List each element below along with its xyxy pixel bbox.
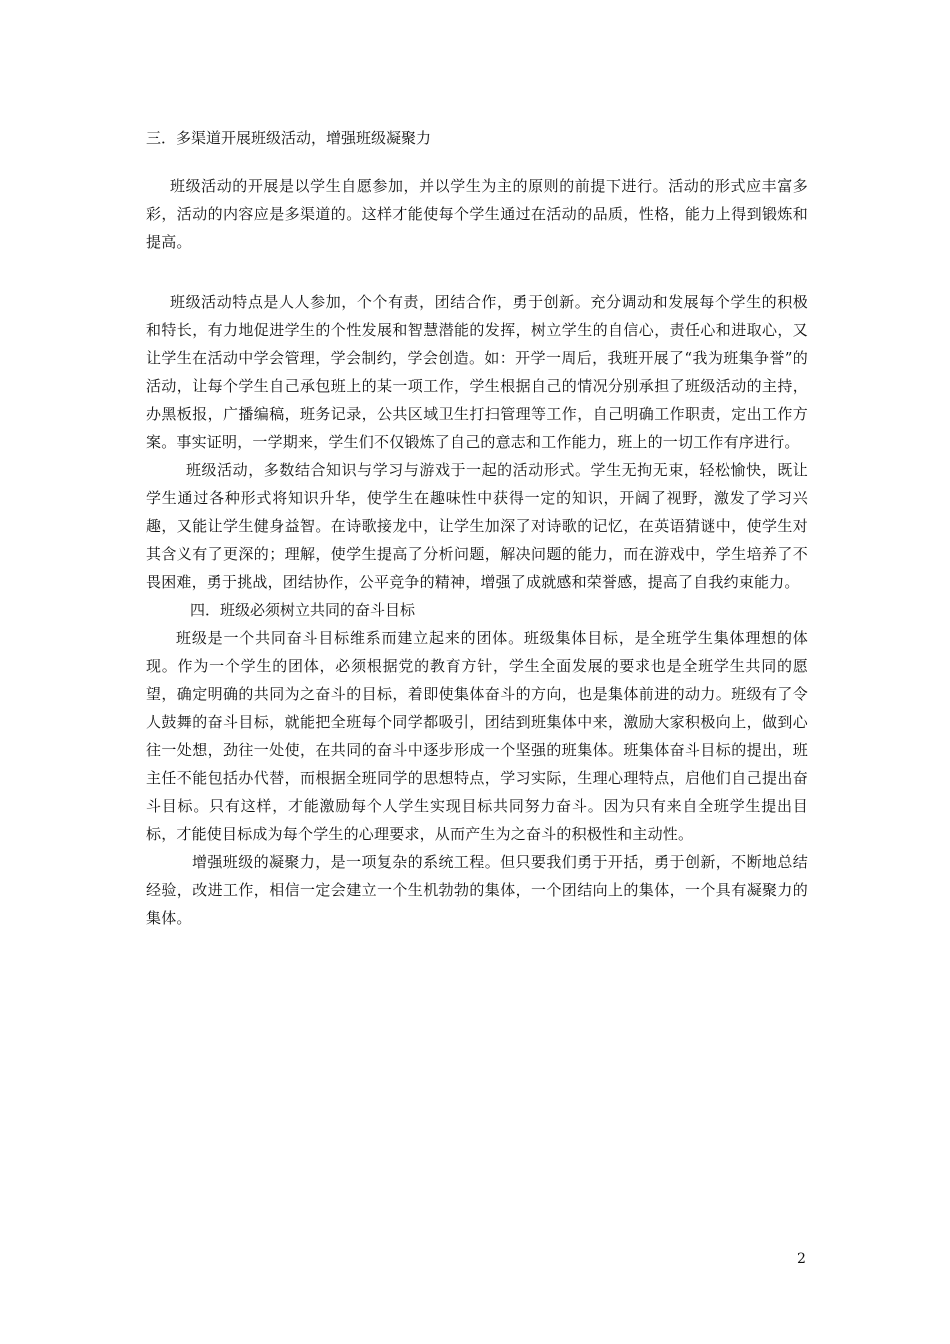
paragraph-1: 班级活动的开展是以学生自愿参加，并以学生为主的原则的前提下进行。活动的形式应丰富多彩，活动的内容应是多渠道的。这样才能使每个学生通过在活动的品质，性格，能力上得到锻炼和提高。 <box>146 177 808 251</box>
paragraph-2: 班级活动特点是人人参加，个个有责，团结合作，勇于创新。充分调动和发展每个学生的积极和特长，有力地促进学生的个性发展和智慧潜能的发挥，树立学生的自信心，责任心和进取心，又让学生在活动中学会管理，学会制约，学会创造。如：开学一周后，我班开展了“我为班集争誉”的活动，让每个学生自己承包班上的某一项工作，学生根据自己的情况分别承担了班级活动的主持，办黑板报，广播编稿，班务记录，公共区域卫生打扫管理等工作，自己明确工作职责，定出工作方案。事实证明，一学期来，学生们不仅锻炼了自己的意志和工作能力，班上的一切工作有序进行。 <box>146 293 808 451</box>
section-3-heading: 三．多渠道开展班级活动，增强班级凝聚力 <box>146 129 432 147</box>
paragraph-4: 班级是一个共同奋斗目标维系而建立起来的团体。班级集体目标，是全班学生集体理想的体现。作为一个学生的团体，必须根据党的教育方针，学生全面发展的要求也是全班学生共同的愿望，确定明确的共同为之奋斗的目标，着即使集体奋斗的方向，也是集体前进的动力。班级有了令人鼓舞的奋斗目标，就能把全班每个同学都吸引，团结到班集体中来，激励大家积极向上，做到心往一处想，劲往一处使，在共同的奋斗中逐步形成一个坚强的班集体。班集体奋斗目标的提出，班主任不能包括办代替，而根据全班同学的思想特点，学习实际，生理心理特点，启他们自己提出奋斗目标。只有这样，才能激励每个人学生实现目标共同努力奋斗。因为只有来自全班学生提出目标，才能使目标成为每个学生的心理要求，从而产生为之奋斗的积极性和主动性。 <box>146 629 808 843</box>
section-4-heading: 四．班级必须树立共同的奋斗目标 <box>190 601 416 619</box>
document-body <box>146 124 808 932</box>
page-number: 2 <box>797 1251 806 1267</box>
paragraph-3: 班级活动，多数结合知识与学习与游戏于一起的活动形式。学生无拘无束，轻松愉快，既让学生通过各种形式将知识升华，使学生在趣味性中获得一定的知识，开阔了视野，激发了学习兴趣，又能让学生健身益智。在诗歌接龙中，让学生加深了对诗歌的记忆，在英语猜谜中，使学生对其含义有了更深的；理解，使学生提高了分析问题，解决问题的能力，而在游戏中，学生培养了不畏困难，勇于挑战，团结协作，公平竞争的精神，增强了成就感和荣誉感，提高了自我约束能力。 <box>146 461 808 591</box>
paragraph-5: 增强班级的凝聚力，是一项复杂的系统工程。但只要我们勇于开括，勇于创新，不断地总结经验，改进工作，相信一定会建立一个生机勃勃的集体，一个团结向上的集体，一个具有凝聚力的集体。 <box>146 853 808 927</box>
